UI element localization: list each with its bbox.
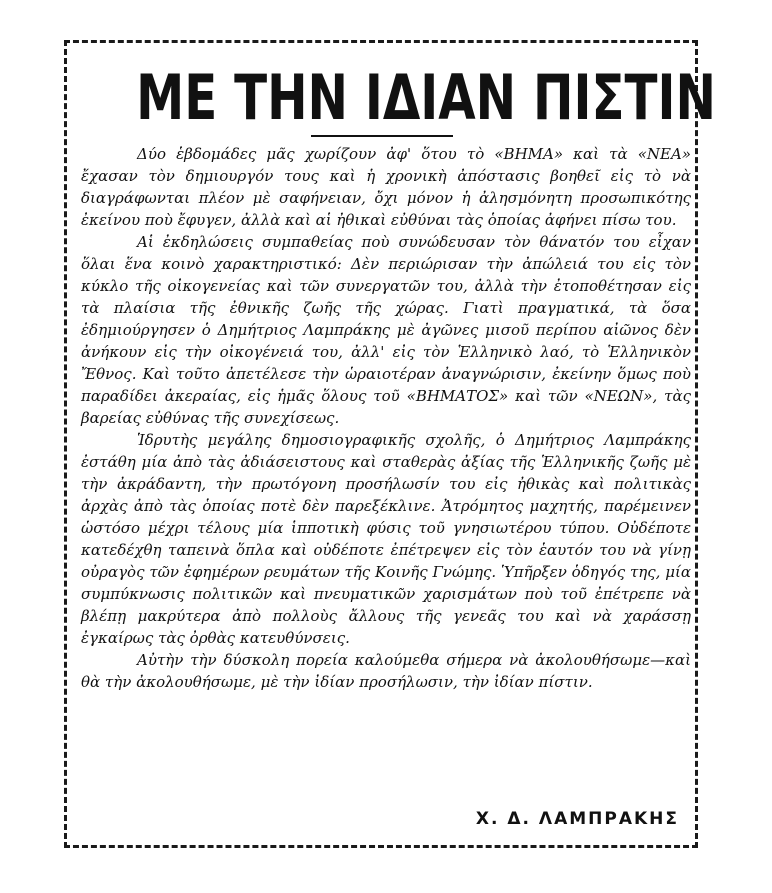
article-title: ΜΕ ΤΗΝ ΙΔΙΑΝ ΠΙΣΤΙΝ	[136, 61, 716, 134]
article-border	[64, 40, 716, 848]
paragraph-2: Αἱ ἐκδηλώσεις συμπαθείας ποὺ συνώδευσαν τὸν θάνατόν του εἶχαν ὅλαι ἕνα κοινὸ χαρακτηριστικό: Δὲν περιώρισαν τὴν ἀπώλειά του εἰς τὸν κύκλο τῆς οἰκογενείας καὶ τῶν συνεργατῶν του, ἀλλὰ τὴν ἐτοποθέτησαν εἰς τὰ πλαίσια τῆς ἐθνικῆς ζωῆς τῆς χώρας. Γιατὶ πραγματικά, τὰ ὅσα ἐδημιούργησεν ὁ Δημήτριος Λαμπράκης μὲ ἀγῶνες μισοῦ περίπου αἰῶνος δὲν ἀνήκουν εἰς τὴν οἰκογένειά του, ἀλλ' εἰς τὸν Ἑλληνικὸ λαό, τὸ Ἑλληνικὸν Ἔθνος. Καὶ τοῦτο ἀπετέλεσε τὴν ὡραιοτέραν ἀναγνώρισιν, ἐκείνην ὅμως ποὺ παραδίδει ἀκεραίας, εἰς ἡμᾶς ὅλους τοῦ «ΒΗΜΑΤΟΣ» καὶ τῶν «ΝΕΩΝ», τὰς βαρείας εὐθύνας τῆς συνεχίσεως.	[81, 233, 691, 427]
paragraph-4: Αὐτὴν τὴν δύσκολη πορεία καλούμεθα σήμερα νὰ ἀκολουθήσωμε—καὶ θὰ τὴν ἀκολουθήσωμε, μὲ τὴν ἰδίαν προσήλωσιν, τὴν ἰδίαν πίστιν.	[81, 651, 691, 691]
paragraph-3: Ἱδρυτὴς μεγάλης δημοσιογραφικῆς σχολῆς, ὁ Δημήτριος Λαμπράκης ἐστάθη μία ἀπὸ τὰς ἀδιάσειστους καὶ σταθερὰς ἀξίας τῆς Ἑλληνικῆς ζωῆς μὲ τὴν ἀκράδαντη, τὴν πρωτόγονη προσήλωσίν του εἰς ἠθικὰς καὶ πολιτικὰς ἀρχὰς ἀπὸ τὰς ὁποίας ποτὲ δὲν παρεξέκλινε. Ἀτρόμητος μαχητής, παρέμεινεν ὡστόσο μέχρι τέλους μία ἱπποτικὴ φύσις τοῦ γνησιωτέρου τύπου. Οὐδέποτε κατεδέχθη ταπεινὰ ὅπλα καὶ οὐδέποτε ἐπέτρεψεν εἰς τὸν ἑαυτόν του νὰ γίνῃ οὐραγὸς τῶν ἐφημέρων ρευμάτων τῆς Κοινῆς Γνώμης. Ὑπῆρξεν ὁδηγός της, μία συμπύκνωσις πολιτικῶν καὶ πνευματικῶν χαρισμάτων ποὺ τοῦ ἐπέτρεπε νὰ βλέπῃ μακρύτερα ἀπὸ πολλοὺς ἄλλους τῆς γενεᾶς του καὶ νὰ χαράσσῃ ἐγκαίρως τὰς ὀρθὰς κατευθύνσεις.	[81, 431, 691, 647]
paragraph-1: Δύο ἑβδομάδες μᾶς χωρίζουν ἀφ' ὅτου τὸ «ΒΗΜΑ» καὶ τὰ «ΝΕΑ» ἔχασαν τὸν δημιουργόν τους καὶ ἡ χρονικὴ ἀπόστασις βοηθεῖ εἰς τὸ νὰ διαγράφωνται πλέον μὲ σαφήνειαν, ὄχι μόνον ἡ ἀλησμόνητη προσωπικότης ἐκείνου ποὺ ἔφυγεν, ἀλλὰ καὶ αἱ ἠθικαὶ εὐθύναι τὰς ὁποίας ἀφήνει πίσω του.	[81, 145, 691, 229]
title-underline	[311, 135, 453, 137]
article-body	[81, 143, 691, 693]
author-signature: Χ. Δ. ΛΑΜΠΡΑΚΗΣ	[475, 809, 679, 829]
